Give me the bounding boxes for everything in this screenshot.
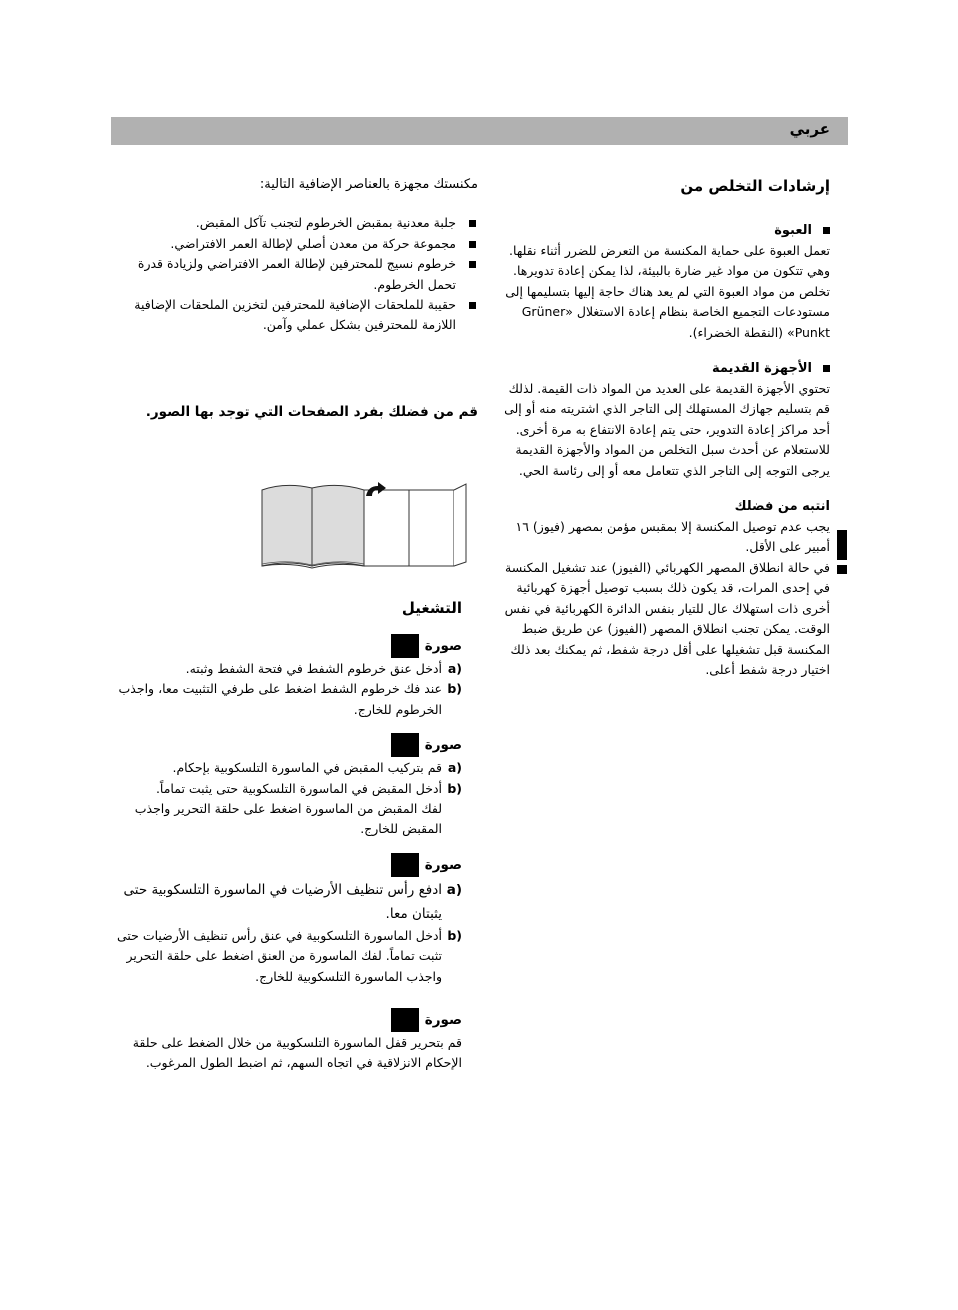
figure-number-box [391,634,419,658]
figure-label: صورة [110,1007,462,1033]
warning-text-trip: في حالة انطلاق المصهر الكهربائي (الفيوز) عند تشغيل المكنسة في إحدى المرات، قد يكون ذلك بسبب توصيل أجهزة كهربائية أخرى ذات استهلاك عال للتيار بنفس الدائرة الكهربائية في نفس الوقت. يمكن تجنب انطلاق المصهر (الفيوز) عن طريق ضبط المكنسة قبل تشغيلها على أقل درجة شفط، ثم يمكنك بعد ذلك اختيار درجة شفط أعلى. [504,559,830,677]
accessories-list [110,213,478,335]
packaging-section [496,221,830,343]
foldout-pages-illustration [260,480,470,572]
warning-text-fuse: يجب عدم توصيل المكنسة إلا بمقبس مؤمن بمصهر (فيوز) ١٦ أمبير على الأقل. [515,519,830,555]
language-header-bar [111,117,848,145]
square-bullet-icon [823,227,830,234]
square-bullet-icon [469,302,476,309]
accessories-intro: مكنستك مجهزة بالعناصر الإضافية التالية: [259,177,478,192]
figure-label: صورة [110,852,462,878]
square-bullet-icon [823,365,830,372]
warning-title: انتبه من فضلك [734,499,830,515]
figure-label: صورة [110,732,462,758]
step-a: a) أدخل عنق خرطوم الشفط في فتحة الشفط وثبته. [185,661,462,676]
figure-2-note: لفك المقبض من الماسورة اضغط على حلقة التحرير واجذب المقبض للخارج. [134,801,442,837]
old-devices-heading [496,359,830,379]
figure-number-box [391,853,419,877]
figure-2-block [110,732,462,840]
list-item: جلبة معدنية بمقبض الخرطوم لتجنب تآكل المقبض. [110,213,478,233]
unfold-pages-note: قم من فضلك بفرد الصفحات التي توجد بها الصور. [145,403,478,420]
square-bullet-icon [469,241,476,248]
packaging-title: العبوة [774,223,812,238]
packaging-text: تعمل العبوة على حماية المكنسة من التعرض للضرر أثناء نقلها. وهي تتكون من مواد غير ضارة بالبيئة، لذا يمكن إعادة تدويرها. تخلص من مواد العبوة التي لم يعد هناك حاجة إليها بتسليمها إلى مستودعات التجميع الخاصة بنظام إعادة الاستغلال «Grüner Punkt» (النقطة الخضراء). [505,243,830,340]
accessories-operation-section [110,175,478,422]
figure-4-block [110,1007,462,1074]
disposal-section [496,175,830,680]
operation-section [110,597,462,1074]
figure-3-block [110,852,462,987]
figure-1-block [110,633,462,720]
figure-label: صورة [110,633,462,659]
figure-number-box [391,733,419,757]
warning-section [496,497,830,680]
old-devices-text: تحتوي الأجهزة القديمة على العديد من المواد ذات القيمة. لذلك قم بتسليم جهازك المستهلك إلى التاجر الذي اشتريته منه أو إلى أحد مراكز إعادة التدوير، حتى يتم إعادة الانتفاع به مرة أخرى. للاستعلام عن أحدث سبل التخلص من المواد والأجهزة القديمة يرجى التوجه إلى التاجر الذي تتعامل معه أو إلى رئاسة الحي. [504,381,830,478]
square-bullet-icon [469,220,476,227]
list-item: حقيبة للملحقات الإضافية للمحترفين لتخزين الملحقات الإضافية اللازمة للمحترفين بشكل عملي وآمن. [110,295,478,336]
square-bullet-icon [469,261,476,268]
figure-4-text: قم بتحرير قفل الماسورة التلسكوبية من خلال الضغط على حلقة الإحكام الانزلاقية في اتجاه السهم، ثم اضبط الطول المرغوب. [132,1035,462,1071]
step-a: a) قم بتركيب المقبض في الماسورة التلسكوبية بإحكام. [172,760,462,776]
list-item: خرطوم نسيج للمحترفين لإطالة العمر الافتراضي ولزيادة قدرة تحمل الخرطوم. [110,254,478,295]
packaging-heading [496,221,830,241]
list-item: مجموعة حركة من معدن أصلي لإطالة العمر الافتراضي. [110,234,478,254]
disposal-title: إرشادات التخلص من [680,177,830,195]
old-devices-title: الأجهزة القديمة [711,361,812,377]
step-a: a) ادفع رأس تنظيف الأرضيات في الماسورة التلسكوبية حتى يثبتان معا. [123,881,462,922]
old-devices-section [496,359,830,481]
step-b: b) أدخل الماسورة التلسكوبية في عنق رأس تنظيف الأرضيات حتى تثبت تماماً. لفك الماسورة من العنق اضغط على حلقة التحرير واجذب الماسورة التلسكوبية للخارج. [116,927,462,984]
exclamation-icon [836,530,848,574]
language-label: عربي [789,120,830,138]
operation-title: التشغيل [401,599,462,617]
step-b: b) عند فك خرطوم الشفط اضغط على طرفي التثبيت معا، واجذب الخرطوم للخارج. [118,681,462,717]
step-b: b) أدخل المقبض في الماسورة التلسكوبية حتى يثبت تماماً. [155,780,462,796]
figure-number-box [391,1008,419,1032]
